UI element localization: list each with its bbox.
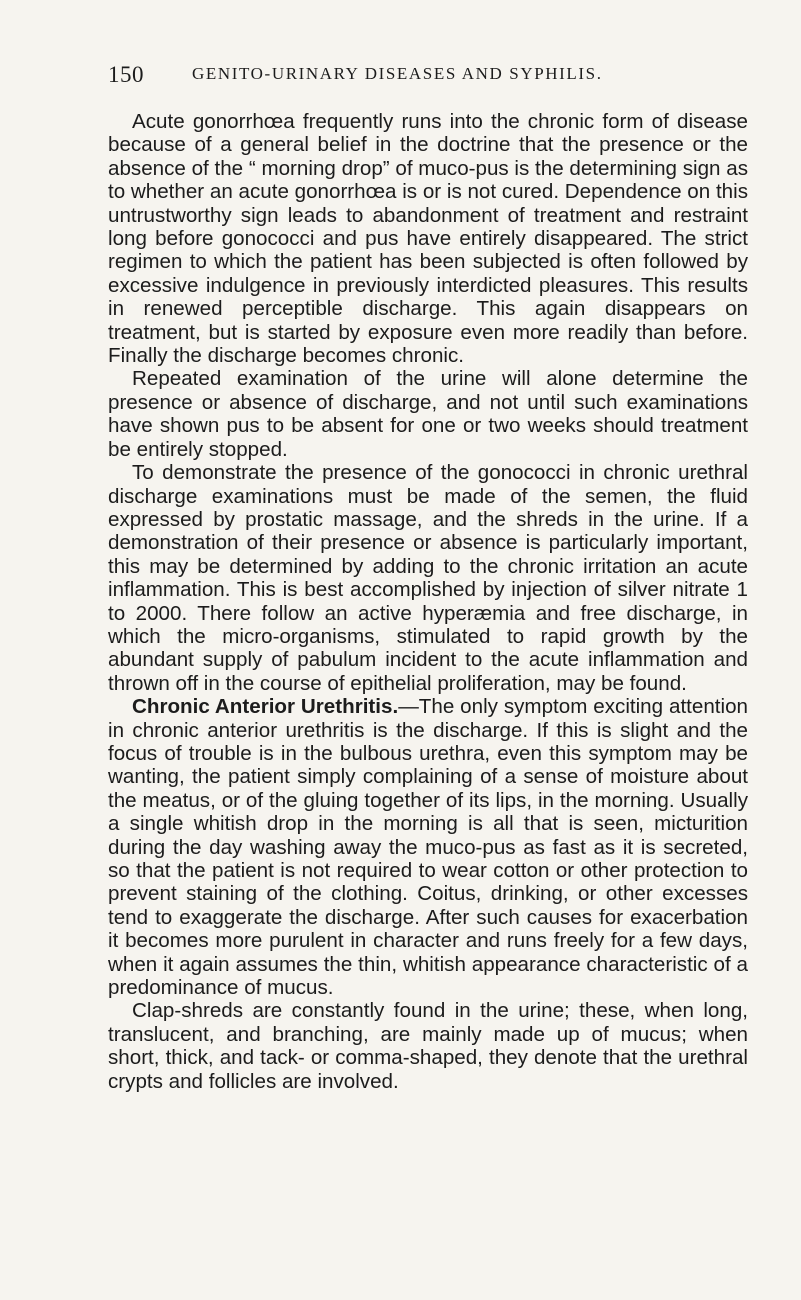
paragraph: Clap-shreds are constantly found in the urine; these, when long, translucent, and branching, are mainly made up of mucus; when short, thick, and tack- or comma-shaped, they denote that the urethral crypts and follicles are involved.	[108, 999, 748, 1093]
section-heading: Chronic Anterior Urethritis.	[132, 695, 399, 719]
paragraph: Acute gonorrhœa frequently runs into the chronic form of disease because of a general belief in the doctrine that the presence or the absence of the “ morning drop” of muco-pus is the determining sign as to whether an acute gonorrhœa is or is not cured. Dependence on this untrustworthy sign leads to abandonment of treatment and restraint long before gonococci and pus have entirely disappeared. The strict regimen to which the patient has been subjected is often followed by excessive indulgence in previously interdicted pleasures. This results in renewed perceptible discharge. This again disappears on treatment, but is started by exposure even more readily than before. Finally the discharge becomes chronic.	[108, 110, 748, 368]
running-head-title: GENITO-URINARY DISEASES AND SYPHILIS.	[192, 64, 603, 83]
paragraph: To demonstrate the presence of the gonococci in chronic urethral discharge examinations must be made of the semen, the fluid expressed by prostatic massage, and the shreds in the urine. If a demonstration of their presence or absence is particularly important, this may be determined by adding to the chronic irritation an acute inflammation. This is best accomplished by injection of silver nitrate 1 to 2000. There follow an active hyperæmia and free discharge, in which the micro-organisms, stimulated to rapid growth by the abundant supply of pabulum incident to the acute inflammation and thrown off in the course of epithelial proliferation, may be found.	[108, 461, 748, 695]
running-head	[108, 60, 748, 88]
body-text	[108, 110, 748, 1093]
paragraph: Repeated examination of the urine will alone determine the presence or absence of discharge, and not until such examinations have shown pus to be absent for one or two weeks should treatment be entirely stopped.	[108, 367, 748, 461]
paragraph-with-heading	[108, 695, 748, 999]
paragraph-text: —The only symptom exciting attention in chronic anterior urethritis is the discharge. If this is slight and the focus of trouble is in the bulbous urethra, even this symptom may be wanting, the patient simply complaining of a sense of moisture about the meatus, or of the gluing together of its lips, in the morning. Usually a single whitish drop in the morning is all that is seen, micturition during the day washing away the muco-pus as fast as it is secreted, so that the patient is not required to wear cotton or other protection to prevent staining of the clothing. Coitus, drinking, or other excesses tend to exaggerate the discharge. After such causes for exacerbation it becomes more purulent in character and runs freely for a few days, when it again assumes the thin, whitish appearance characteristic of a predominance of mucus.	[108, 695, 748, 1000]
page-number: 150	[108, 62, 144, 87]
